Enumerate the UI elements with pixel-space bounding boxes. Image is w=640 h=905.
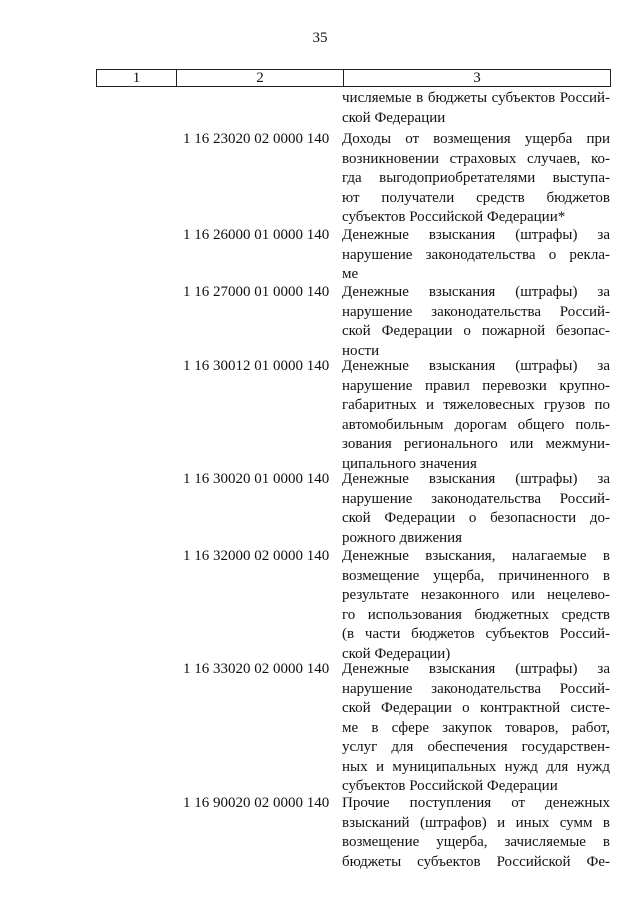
text-line: Денежные взыскания (штрафы) за xyxy=(342,661,610,677)
text-line: результате незаконного или нецелево- xyxy=(342,587,610,603)
budget-code: 1 16 30012 01 0000 140 xyxy=(183,358,330,374)
text-line: рожного движения xyxy=(342,529,463,546)
text-line: нарушение законодательства Россий- xyxy=(342,303,610,320)
budget-code: 1 16 33020 02 0000 140 xyxy=(183,661,330,677)
text-line: Прочие поступления от денежных xyxy=(342,795,610,811)
text-line: бюджеты субъектов Российской Фе- xyxy=(342,853,610,870)
text-line: гда выгодоприобретателями выступа- xyxy=(342,170,610,186)
text-line: ных и муниципальных нужд для нужд xyxy=(342,758,610,775)
row-description xyxy=(342,226,610,285)
text-line: нарушение правил перевозки крупно- xyxy=(342,377,610,394)
row-description xyxy=(342,130,610,228)
text-line: габаритных и тяжеловесных грузов по xyxy=(342,397,610,413)
text-line: ской Федерации о пожарной безопас- xyxy=(342,323,610,339)
row-description xyxy=(342,660,610,797)
header-col-3: 3 xyxy=(473,70,481,86)
text-line: ципального значения xyxy=(342,455,477,472)
continuation-text xyxy=(342,89,610,128)
text-line: ской Федерации) xyxy=(342,645,451,662)
text-line: возмещение ущерба, зачисляемые в xyxy=(342,834,610,850)
text-line: (в части бюджетов субъектов Россий- xyxy=(342,626,610,642)
text-line: услуг для обеспечения государствен- xyxy=(342,739,610,755)
text-line: числяемые в бюджеты субъектов Россий- xyxy=(342,90,610,106)
text-line: нарушение законодательства Россий- xyxy=(342,680,610,697)
text-line: Денежные взыскания (штрафы) за xyxy=(342,227,610,243)
row-description xyxy=(342,794,610,872)
header-col-2: 2 xyxy=(177,70,344,86)
text-line: субъектов Российской Федерации* xyxy=(342,209,566,225)
text-line: Денежные взыскания (штрафы) за xyxy=(342,284,610,300)
header-col-1: 1 xyxy=(97,70,177,86)
text-line: Доходы от возмещения ущерба при xyxy=(342,131,610,147)
text-line: ской Федерации xyxy=(342,109,446,126)
row-description xyxy=(342,283,610,361)
text-line: ности xyxy=(342,342,380,359)
text-line: ме xyxy=(342,266,359,282)
text-line: ют получатели средств бюджетов xyxy=(342,189,610,206)
text-line: ской Федерации о контрактной систе- xyxy=(342,700,610,716)
text-line: Денежные взыскания (штрафы) за xyxy=(342,471,610,487)
row-description xyxy=(342,357,610,474)
text-line: Денежные взыскания (штрафы) за xyxy=(342,358,610,374)
page-number: 35 xyxy=(312,30,328,46)
text-line: ской Федерации о безопасности до- xyxy=(342,510,610,526)
budget-code: 1 16 26000 01 0000 140 xyxy=(183,227,330,243)
budget-code: 1 16 30020 01 0000 140 xyxy=(183,471,330,487)
text-line: возмещение ущерба, причиненного в xyxy=(342,567,610,584)
text-line: возникновении страховых случаев, ко- xyxy=(342,150,610,167)
budget-code: 1 16 90020 02 0000 140 xyxy=(183,795,330,811)
text-line: нарушение законодательства Россий- xyxy=(342,490,610,507)
row-description xyxy=(342,470,610,548)
table-header-row xyxy=(96,69,611,87)
text-line: го использования бюджетных средств xyxy=(342,606,610,623)
text-line: автомобильным дорогам общего поль- xyxy=(342,416,610,433)
budget-code: 1 16 32000 02 0000 140 xyxy=(183,548,330,564)
text-line: нарушение законодательства о рекла- xyxy=(342,246,610,263)
budget-code: 1 16 23020 02 0000 140 xyxy=(183,131,330,147)
row-description xyxy=(342,547,610,664)
budget-code: 1 16 27000 01 0000 140 xyxy=(183,284,330,300)
text-line: субъектов Российской Федерации xyxy=(342,778,558,794)
text-line: взысканий (штрафов) и иных сумм в xyxy=(342,814,610,831)
text-line: Денежные взыскания, налагаемые в xyxy=(342,548,610,564)
text-line: зования регионального или межмуни- xyxy=(342,436,610,452)
text-line: ме в сфере закупок товаров, работ, xyxy=(342,719,610,736)
